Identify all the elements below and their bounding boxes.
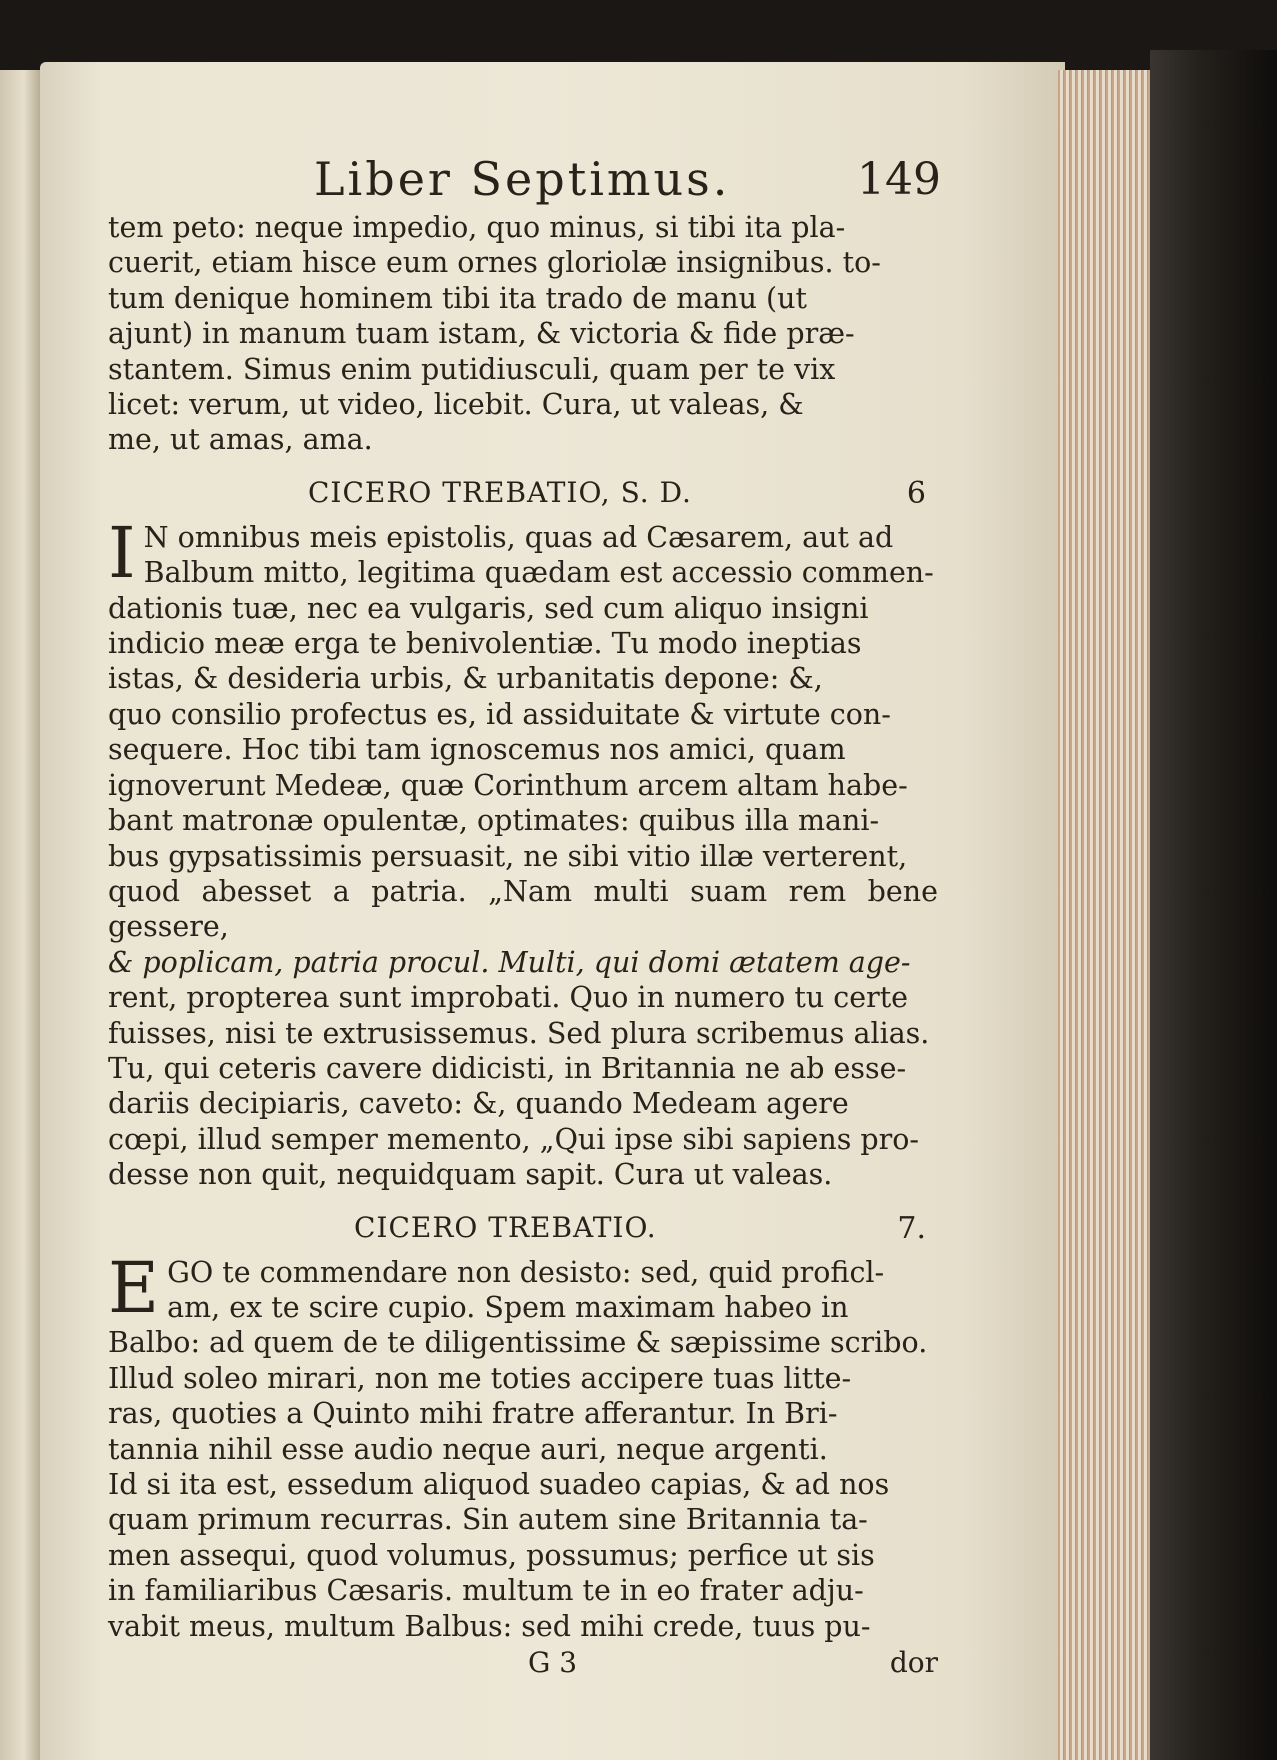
book-cover: [1150, 50, 1277, 1760]
text-line: desse non quit, nequidquam sapit. Cura ut valeas.: [108, 1158, 833, 1192]
text-line: licet: verum, ut video, licebit. Cura, ut valeas, &: [108, 388, 804, 422]
letter-6-heading: [108, 476, 938, 520]
text-line: ras, quoties a Quinto mihi fratre afferantur. In Bri-: [108, 1397, 838, 1431]
text-line: indicio meæ erga te benivolentiæ. Tu modo ineptias: [108, 627, 862, 661]
left-page-edge: [0, 70, 40, 1760]
text-line: men assequi, quod volumus, possumus; perfice ut sis: [108, 1538, 875, 1572]
text-line: Balbo: ad quem de te diligentissime & sæpissime scribo.: [108, 1326, 928, 1360]
text-line: istas, & desideria urbis, & urbanitatis depone: &,: [108, 662, 823, 696]
text-line: dariis decipiaris, caveto: &, quando Medeam agere: [108, 1087, 849, 1121]
intro-paragraph: [108, 210, 938, 458]
text-line: cœpi, illud semper memento, „Qui ipse sibi sapiens pro-: [108, 1122, 920, 1156]
letter-6-title: CICERO TREBATIO, S. D.: [308, 475, 692, 509]
text-line: N omnibus meis epistolis, quas ad Cæsarem, aut ad: [143, 520, 894, 554]
text-line: Tu, qui ceteris cavere didicisti, in Britannia ne ab esse-: [108, 1051, 907, 1085]
letter-7-dropcap: E: [108, 1246, 160, 1329]
catchword: dor: [889, 1646, 938, 1680]
running-title: Liber Septimus.: [314, 152, 731, 206]
signature-mark: G 3: [528, 1646, 578, 1680]
letter-7-title: CICERO TREBATIO.: [354, 1210, 657, 1244]
text-line: dationis tuæ, nec ea vulgaris, sed cum aliquo insigni: [108, 591, 869, 625]
text-line: quo consilio profectus es, id assiduitate & virtute con-: [108, 697, 891, 731]
text-line: Id si ita est, essedum aliquod suadeo capias, & ad nos: [108, 1468, 890, 1501]
letter-7-body: [108, 1246, 938, 1644]
text-line: tum denique hominem tibi ita trado de manu (ut: [108, 281, 807, 315]
text-line: am, ex te scire cupio. Spem maximam habeo in: [167, 1290, 849, 1324]
text-line: Illud soleo mirari, non me toties accipere tuas litte-: [108, 1361, 852, 1395]
text-line: tem peto: neque impedio, quo minus, si tibi ita pla-: [108, 211, 846, 244]
letter-6-body: [108, 511, 938, 1193]
text-line: ajunt) in manum tuam istam, & victoria & fide præ-: [108, 317, 855, 351]
text-line: bus gypsatissimis persuasit, ne sibi vitio illæ verterent,: [108, 839, 908, 873]
text-line: rent, propterea sunt improbati. Quo in numero tu certe: [108, 981, 909, 1015]
text-line: cuerit, etiam hisce eum ornes gloriolæ insignibus. to-: [108, 246, 881, 280]
page-content: [108, 140, 941, 1686]
text-line: quam primum recurras. Sin autem sine Britannia ta-: [108, 1503, 868, 1537]
text-line: Balbum mitto, legitima quædam est accessio commen-: [143, 556, 934, 590]
text-line: in familiaribus Cæsaris. multum te in eo frater adju-: [108, 1574, 864, 1608]
page-footer: [108, 1646, 938, 1686]
letter-7-heading: [108, 1211, 938, 1255]
letter-6-dropcap: I: [108, 511, 136, 594]
text-line: quod abesset a patria. „Nam multi suam rem bene gessere,: [108, 874, 938, 944]
text-line: sequere. Hoc tibi tam ignoscemus nos amici, quam: [108, 733, 846, 767]
page-header: [108, 140, 941, 210]
text-line: fuisses, nisi te extrusissemus. Sed plura scribemus alias.: [108, 1016, 930, 1050]
text-line: bant matronæ opulentæ, optimates: quibus illa mani-: [108, 804, 880, 838]
text-line: & poplicam, patria procul. Multi, qui domi ætatem age-: [108, 945, 911, 979]
text-line: tannia nihil esse audio neque auri, neque argenti.: [108, 1432, 828, 1466]
page-number: 149: [857, 154, 941, 205]
text-line: ignoverunt Medeæ, quæ Corinthum arcem altam habe-: [108, 768, 908, 802]
letter-6-number: 6: [906, 475, 926, 511]
letter-7-number: 7.: [897, 1210, 926, 1246]
text-line: stantem. Simus enim putidiusculi, quam per te vix: [108, 352, 836, 386]
text-line: me, ut amas, ama.: [108, 423, 373, 457]
text-line: vabit meus, multum Balbus: sed mihi crede, tuus pu-: [108, 1609, 871, 1643]
text-line: GO te commendare non desisto: sed, quid proficl-: [167, 1255, 885, 1289]
